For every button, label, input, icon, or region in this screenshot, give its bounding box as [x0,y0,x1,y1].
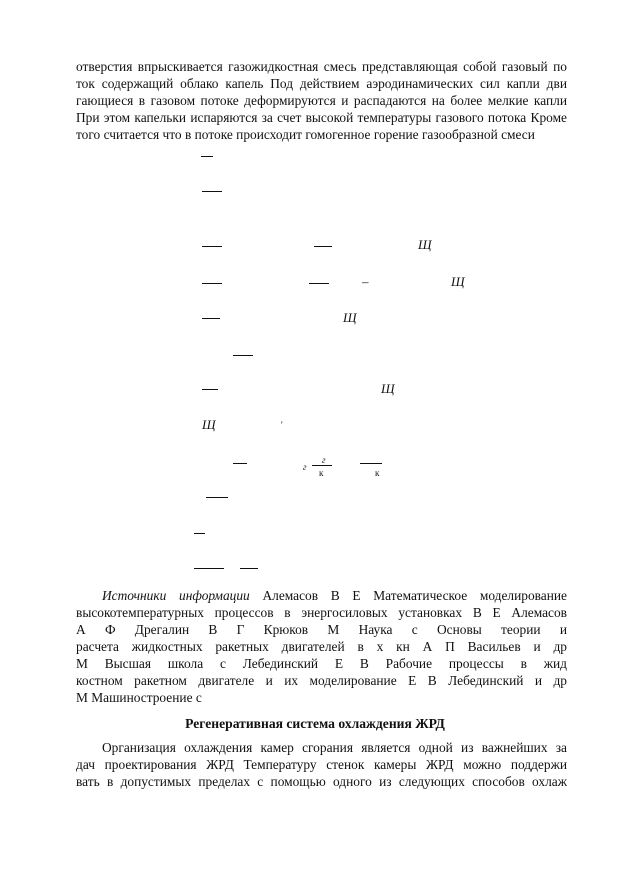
fraction-bar [202,389,218,390]
fraction-bar [202,191,222,192]
sources-line: М Высшая школа с Лебединский Е В Рабочие процессы в жид [76,656,567,671]
sources-line: расчета жидкостных ракетных двигателей в х кн А П Васильев и др [76,639,567,654]
formula-symbol: Щ [381,381,395,396]
formula-symbol: к [375,468,380,478]
sources-line: высокотемпературных процессов в энергосиловых установках В Е Алемасов [76,605,567,620]
sources-line: костном ракетном двигателе и их моделирование Е В Лебединский и др [76,673,567,688]
fraction-bar [194,533,205,534]
sources-line [76,588,567,604]
sources-line: М Машиностроение с [76,690,202,705]
fraction-bar [201,156,213,157]
sources-label: Источники информации [102,588,250,603]
formula-symbol: Щ [418,237,432,252]
fraction-bar [202,283,222,284]
fraction-bar [233,463,247,464]
section-heading: Регенеративная система охлаждения ЖРД [185,716,445,731]
formula-symbol: Щ [202,417,216,432]
formula-symbol: ' [281,420,283,430]
fraction-bar [194,568,224,569]
fraction-bar [233,355,253,356]
formula-symbol: – [362,274,369,289]
text-line: вать в допустимых пределах с помощью одного из следующих способов охлаж [76,774,567,789]
sources-line: А Ф Дрегалин В Г Крюков М Наука с Основы теории и [76,622,567,637]
formula-symbol: г [322,455,326,465]
sources-text: Алемасов В Е Математическое моделирование [262,588,567,603]
fraction-bar [240,568,258,569]
fraction-bar [206,497,228,498]
text-line: дач проектирования ЖРД Температуру стенок камеры ЖРД можно поддержи [76,757,567,772]
text-line: Организация охлаждения камер сгорания является одной из важнейших за [102,740,567,755]
text-line: При этом капельки испаряются за счет высокой температуры газового потока Кроме [76,110,567,125]
fraction-bar [309,283,329,284]
fraction-bar [202,318,220,319]
formula-symbol: Щ [343,310,357,325]
fraction-bar [312,465,332,466]
formula-symbol: Щ [451,274,465,289]
text-line: того считается что в потоке происходит гомогенное горение газообразной смеси [76,127,535,142]
formula-symbol: к [319,468,324,478]
formula-symbol: г [303,462,307,472]
text-line: ток содержащий облако капель Под действием аэродинамических сил капли дви [76,76,567,91]
text-line: гающиеся в газовом потоке деформируются и распадаются на более мелкие капли [76,93,567,108]
fraction-bar [360,463,382,464]
fraction-bar [202,246,222,247]
fraction-bar [314,246,332,247]
text-line: отверстия впрыскивается газожидкостная смесь представляющая собой газовый по [76,59,567,74]
